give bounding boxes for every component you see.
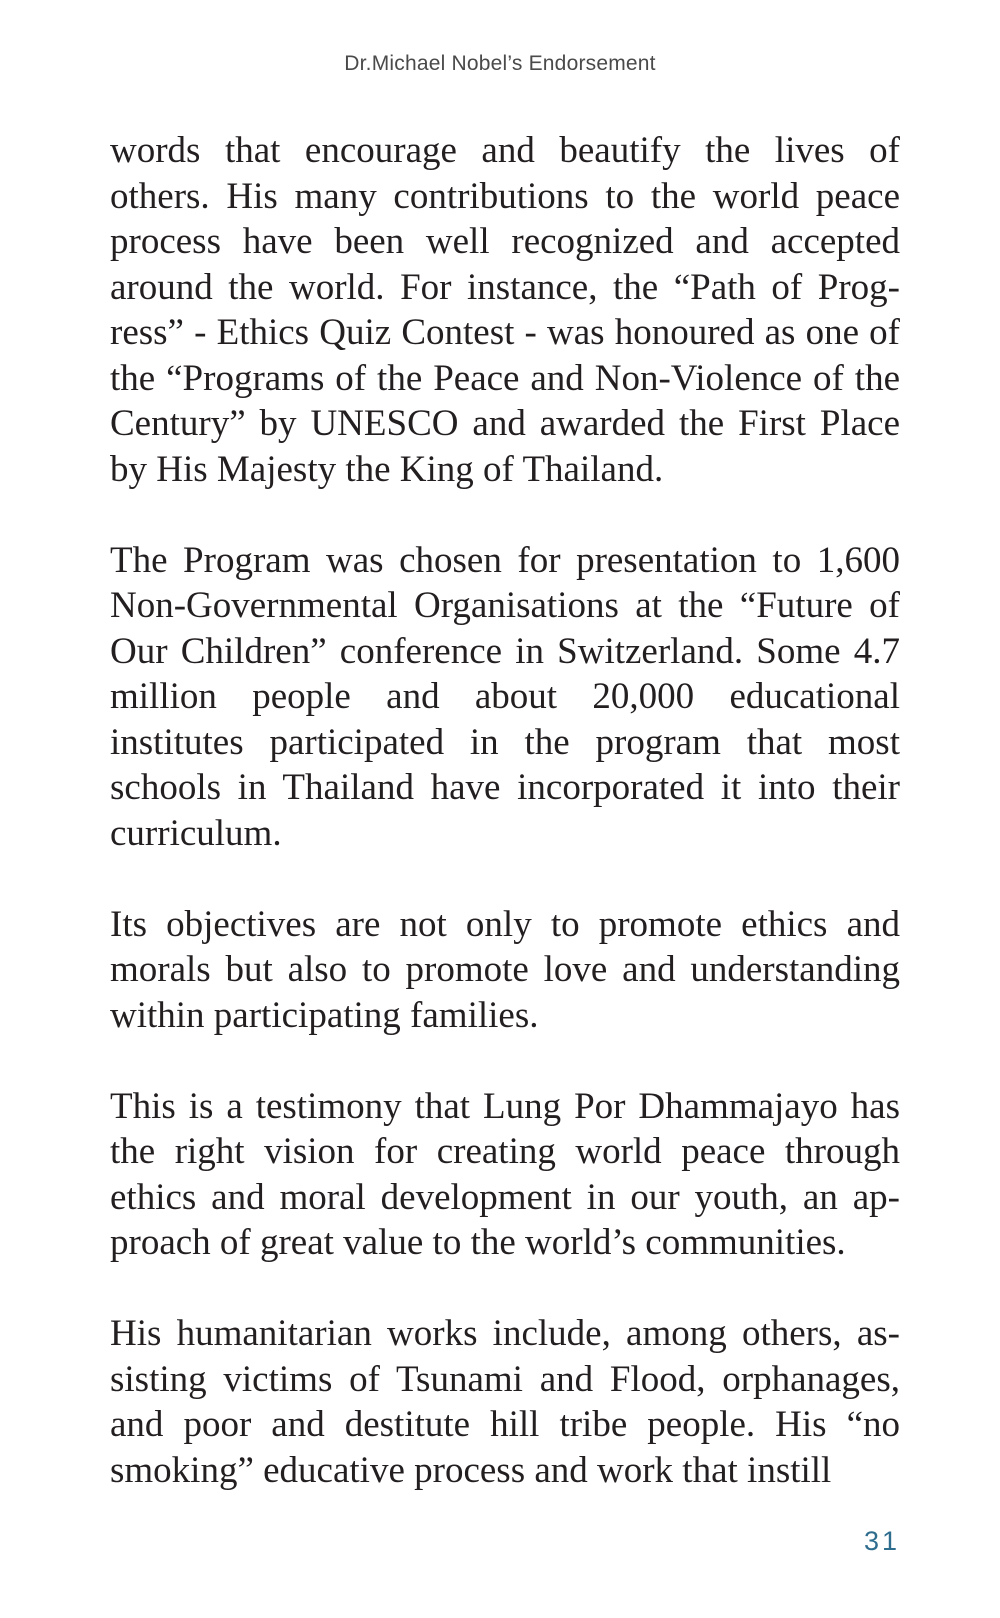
body-text [110,128,900,1493]
paragraph-4: This is a testimony that Lung Por Dhammajayo has the right vision for creating world peace through ethics and moral development in our youth, an approach of great value to the world’s communities. [110,1085,900,1263]
paragraph-3: Its objectives are not only to promote ethics and morals but also to promote love and understanding within participating families. [110,903,900,1036]
running-header: Dr.Michael Nobel’s Endorsement [344,52,656,75]
page-number: 31 [863,1526,900,1556]
paragraph-2: The Program was chosen for presentation to 1,600 Non-Governmental Organisations at the “Future of Our Children” conference in Switzerland. Some 4.7 million people and about 20,000 educational institutes participated in the program that most schools in Thailand have incorporated it into their curriculum. [110,539,900,854]
paragraph-5: His humanitarian works include, among others, assisting victims of Tsunami and Flood, orphanages, and poor and destitute hill tribe people. His “no smoking” educative process and work that instill [110,1313,900,1491]
paragraph-1: words that encourage and beautify the lives of others. His many contributions to the world peace process have been well recognized and accepted around the world. For instance, the “Path of Progress” - Ethics Quiz Contest - was honoured as one of the “Programs of the Peace and Non-Violence of the Century” by UNESCO and awarded the First Place by His Majesty the King of Thailand. [110,130,900,490]
